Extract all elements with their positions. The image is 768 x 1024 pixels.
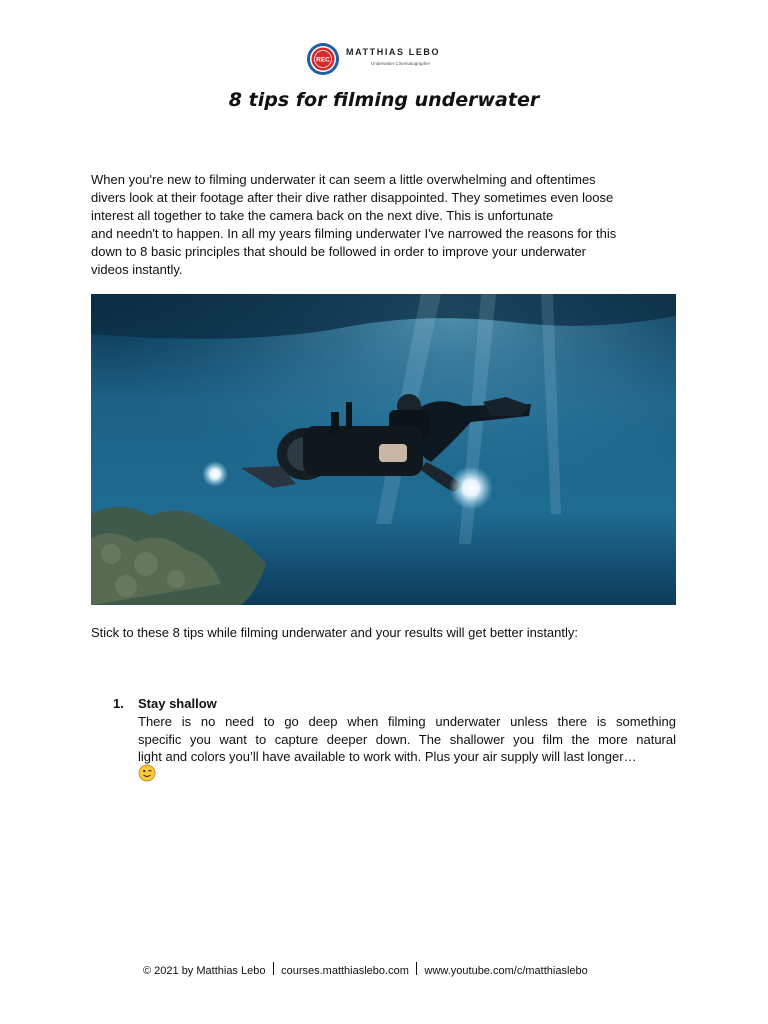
- winking-face-icon: [138, 764, 156, 782]
- logo: [306, 42, 476, 78]
- footer-youtube-link[interactable]: www.youtube.com/c/matthiaslebo: [424, 965, 588, 977]
- intro-line: down to 8 basic principles that should be followed in order to improve your underwater: [91, 244, 586, 259]
- badge-text: REC: [316, 56, 330, 64]
- intro-line: and needn't to happen. In all my years filming underwater I've narrowed the reasons for this: [91, 226, 617, 241]
- page-title: 8 tips for filming underwater: [228, 89, 540, 111]
- footer-divider: [273, 962, 275, 975]
- footer-divider: [416, 962, 418, 975]
- intro-line: divers look at their footage after their dive rather disappointed. They sometimes even loose: [91, 190, 614, 205]
- footer-copyright: © 2021 by Matthias Lebo: [143, 965, 266, 977]
- lead-sentence: Stick to these 8 tips while filming underwater and your results will get better instantly:: [91, 625, 579, 640]
- page-footer: [143, 962, 588, 977]
- tip-line: There is no need to go deep when filming underwater unless there is something: [138, 714, 676, 729]
- rec-badge-icon: [306, 42, 340, 76]
- intro-paragraph: [91, 171, 676, 279]
- tip-body: [138, 713, 676, 766]
- tip-line: specific you want to capture deeper down. The shallower you film the more natural: [138, 731, 676, 747]
- diver-photo: [91, 294, 676, 605]
- intro-line: videos instantly.: [91, 262, 183, 277]
- tip-number: 1.: [113, 696, 124, 711]
- footer-site-link[interactable]: courses.matthiaslebo.com: [281, 965, 409, 977]
- intro-line: When you're new to filming underwater it can seem a little overwhelming and oftentimes: [91, 172, 596, 187]
- tip-line: light and colors you’ll have available to work with. Plus your air supply will last longer…: [138, 749, 637, 764]
- brand-tagline: Underwater Cinematographer: [371, 61, 431, 66]
- brand-name: MATTHIAS LEBO: [346, 47, 441, 57]
- intro-line: interest all together to take the camera back on the next dive. This is unfortunate: [91, 208, 554, 223]
- tip-heading: Stay shallow: [138, 696, 217, 711]
